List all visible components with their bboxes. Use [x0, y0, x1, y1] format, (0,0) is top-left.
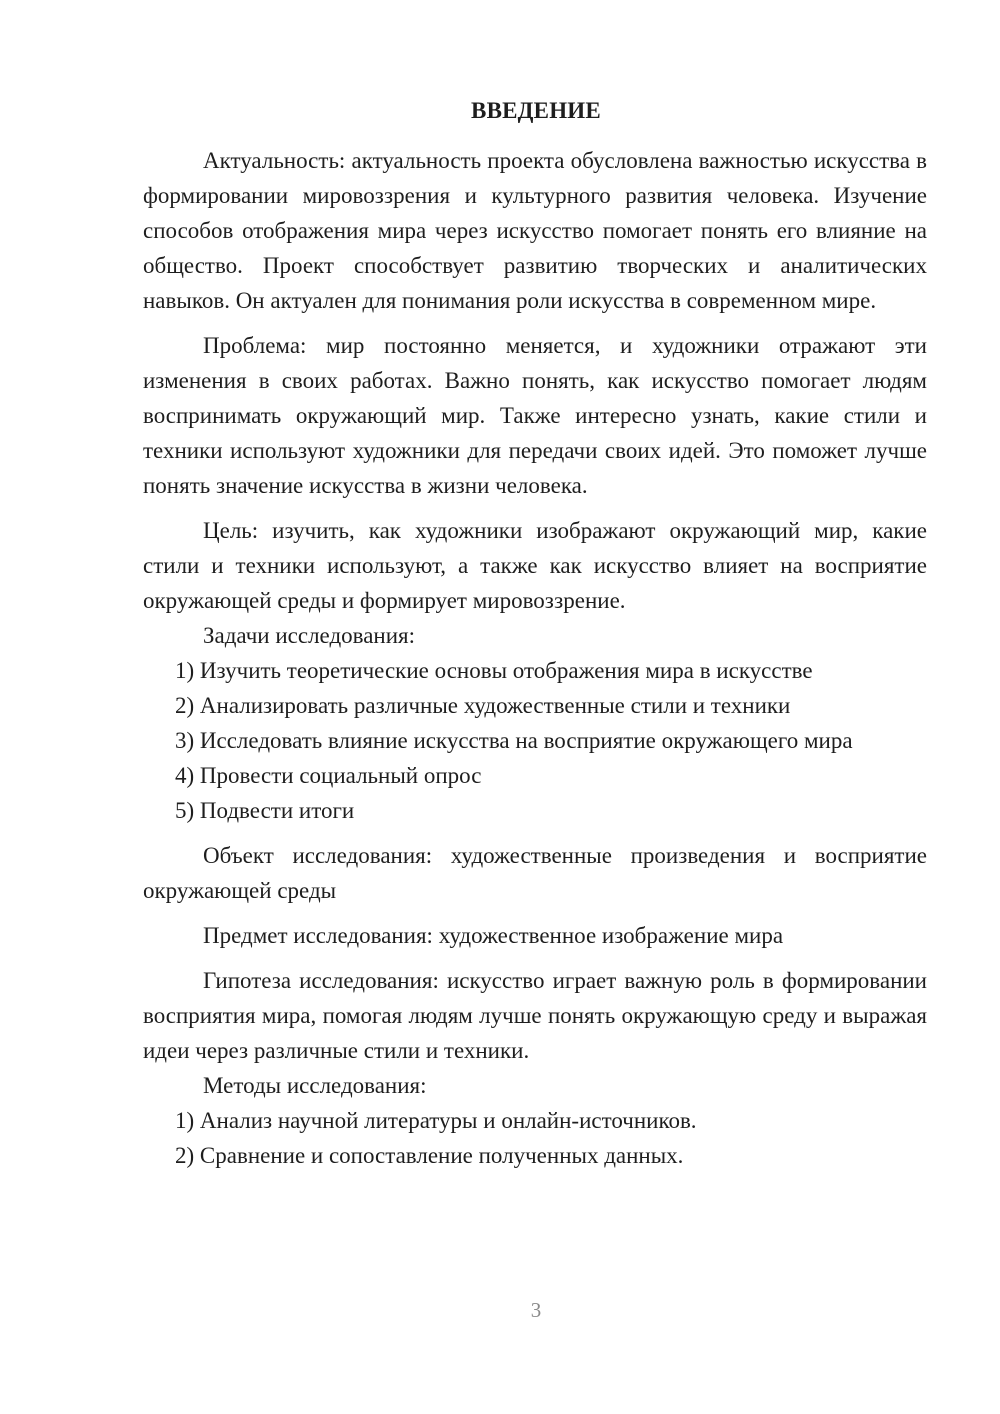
paragraph-object: Объект исследования: художественные произведения и восприятие окружающей среды [143, 843, 927, 903]
methods-label: Методы исследования: [203, 1073, 427, 1098]
method-item: 2) Сравнение и сопоставление полученных данных. [175, 1143, 684, 1168]
task-item: 5) Подвести итоги [175, 798, 355, 823]
paragraph-goal: Цель: изучить, как художники изображают окружающий мир, какие стили и техники используют, а также как искусство влияет на восприятие окружающей среды и формирует мировоззрение. [143, 518, 927, 613]
task-item: 4) Провести социальный опрос [175, 763, 482, 788]
page-number: 3 [530, 1298, 542, 1322]
paragraph-hypothesis: Гипотеза исследования: искусство играет важную роль в формировании восприятия мира, помогая людям лучше понять окружающую среду и выражая идеи через различные стили и техники. [143, 968, 927, 1063]
task-item: 1) Изучить теоретические основы отображения мира в искусстве [175, 658, 813, 683]
page-title: ВВЕДЕНИЕ [471, 98, 601, 123]
paragraph-relevance: Актуальность: актуальность проекта обусловлена важностью искусства в формировании мировоззрения и культурного развития человека. Изучение способов отображения мира через искусство помогает понять его влияние на общество. Проект способствует развитию творческих и аналитических навыков. Он актуален для понимания роли искусства в современном мире. [143, 148, 927, 313]
paragraph-subject: Предмет исследования: художественное изображение мира [203, 923, 784, 948]
task-item: 2) Анализировать различные художественные стили и техники [175, 693, 791, 718]
paragraph-problem: Проблема: мир постоянно меняется, и художники отражают эти изменения в своих работах. Важно понять, как искусство помогает людям воспринимать окружающий мир. Также интересно узнать, какие стили и техники используют художники для передачи своих идей. Это поможет лучше понять значение искусства в жизни человека. [143, 333, 927, 498]
body-text [143, 143, 927, 1173]
tasks-label: Задачи исследования: [203, 623, 416, 648]
task-item: 3) Исследовать влияние искусства на восприятие окружающего мира [175, 728, 853, 753]
method-item: 1) Анализ научной литературы и онлайн-источников. [175, 1108, 697, 1133]
